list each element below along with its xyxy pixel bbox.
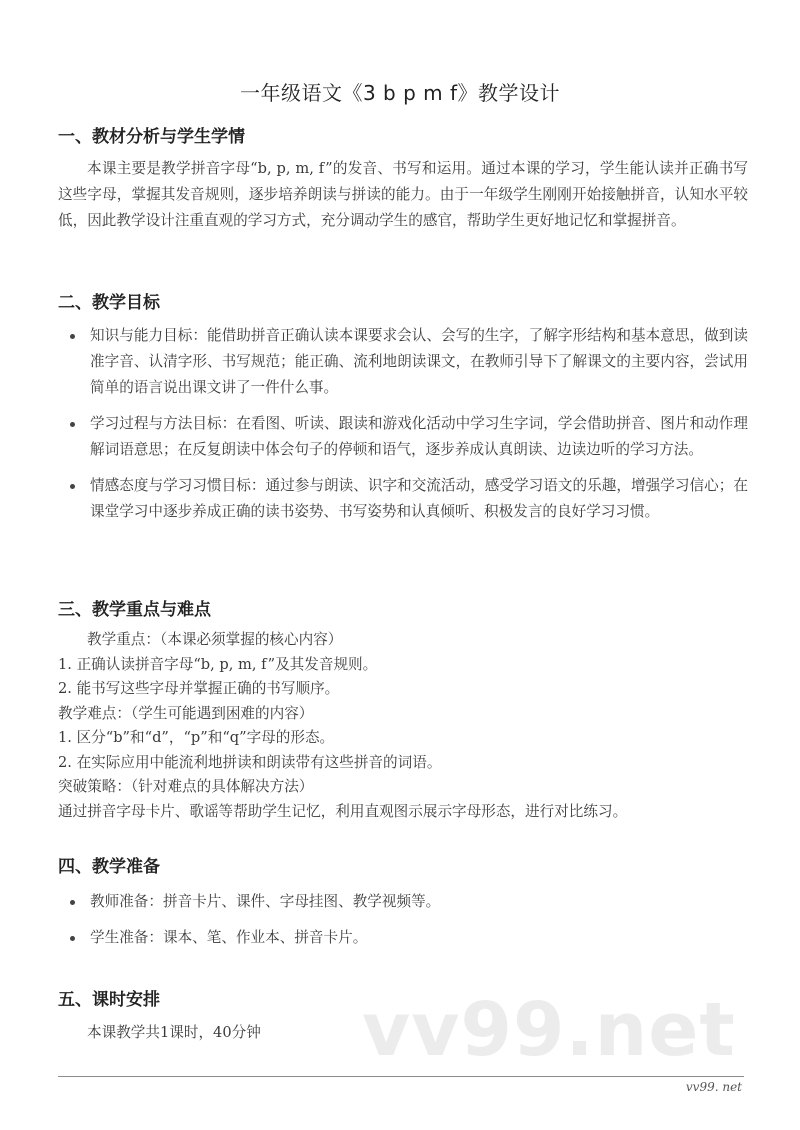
difficulty-item: 1. 区分“b”和“d”，“p”和“q”字母的形态。 [58, 729, 335, 746]
list-item [58, 323, 748, 401]
key-points-label: 教学重点：（本课必须掌握的核心内容） [87, 631, 343, 648]
difficulty-label: 教学难点：（学生可能遇到困难的内容） [58, 704, 314, 722]
section-heading-analysis: 一、教材分析与学生学情 [58, 127, 245, 147]
difficulty-item: 2. 在实际应用中能流利地拼读和朗读带有这些拼音的词语。 [58, 753, 442, 771]
list-item-text: 学生准备：课本、笔、作业本、拼音卡片。 [90, 929, 368, 946]
footer-divider [58, 1076, 744, 1077]
list-item [58, 411, 748, 463]
document-title: 一年级语文《3 b p m f》教学设计 [239, 81, 561, 106]
bullet-icon [70, 484, 75, 489]
section-heading-objectives: 二、教学目标 [58, 293, 160, 313]
key-point-item: 2. 能书写这些字母并掌握正确的书写顺序。 [58, 680, 340, 697]
section-paragraph-analysis: 本课主要是教学拼音字母“b, p, m, f”的发音、书写和运用。通过本课的学习，学生能认读并正确书写这些字母，掌握其发音规则，逐步培养朗读与拼读的能力。由于一年级学生刚刚开始接触拼音，认知水平较低，因此教学设计注重直观的学习方式，充分调动学生的感官，帮助学生更好地记忆和掌握拼音。 [58, 160, 748, 229]
list-item-text: 学习过程与方法目标：在看图、听读、跟读和游戏化活动中学习生字词，学会借助拼音、图片和动作理解词语意思；在反复朗读中体会句子的停顿和语气，逐步养成认真朗读、边读边听的学习方法。 [90, 415, 748, 458]
preparation-list [58, 889, 748, 951]
bullet-icon [70, 422, 75, 427]
bullet-icon [70, 334, 75, 339]
key-points-block [58, 628, 758, 824]
list-item-text: 教师准备：拼音卡片、课件、字母挂图、教学视频等。 [90, 893, 441, 910]
list-item [58, 889, 748, 915]
list-item [58, 925, 748, 951]
strategy-text: 通过拼音字母卡片、歌谣等帮助学生记忆，利用直观图示展示字母形态，进行对比练习。 [58, 802, 628, 820]
objectives-list [58, 323, 748, 525]
watermark-logo: vv99.net [362, 987, 736, 1073]
section-paragraph-schedule: 本课教学共1课时，40分钟 [87, 1024, 261, 1041]
section-heading-schedule: 五、课时安排 [58, 990, 160, 1010]
bullet-icon [70, 936, 75, 941]
strategy-label: 突破策略：（针对难点的具体解决方法） [58, 778, 314, 795]
list-item [58, 473, 748, 525]
section-heading-key-points: 三、教学重点与难点 [58, 600, 211, 620]
key-point-item: 1. 正确认读拼音字母“b, p, m, f”及其发音规则。 [58, 655, 378, 673]
section-heading-preparation: 四、教学准备 [58, 857, 160, 877]
list-item-text: 知识与能力目标：能借助拼音正确认读本课要求会认、会写的生字，了解字形结构和基本意思，做到读准字音、认清字形、书写规范；能正确、流利地朗读课文，在教师引导下了解课文的主要内容，尝试用简单的语言说出课文讲了一件什么事。 [90, 327, 748, 396]
footer-site-label: vv99. net [685, 1080, 742, 1094]
list-item-text: 情感态度与学习习惯目标：通过参与朗读、识字和交流活动，感受学习语文的乐趣，增强学习信心；在课堂学习中逐步养成正确的读书姿势、书写姿势和认真倾听、积极发言的良好学习习惯。 [90, 477, 748, 520]
bullet-icon [70, 900, 75, 905]
